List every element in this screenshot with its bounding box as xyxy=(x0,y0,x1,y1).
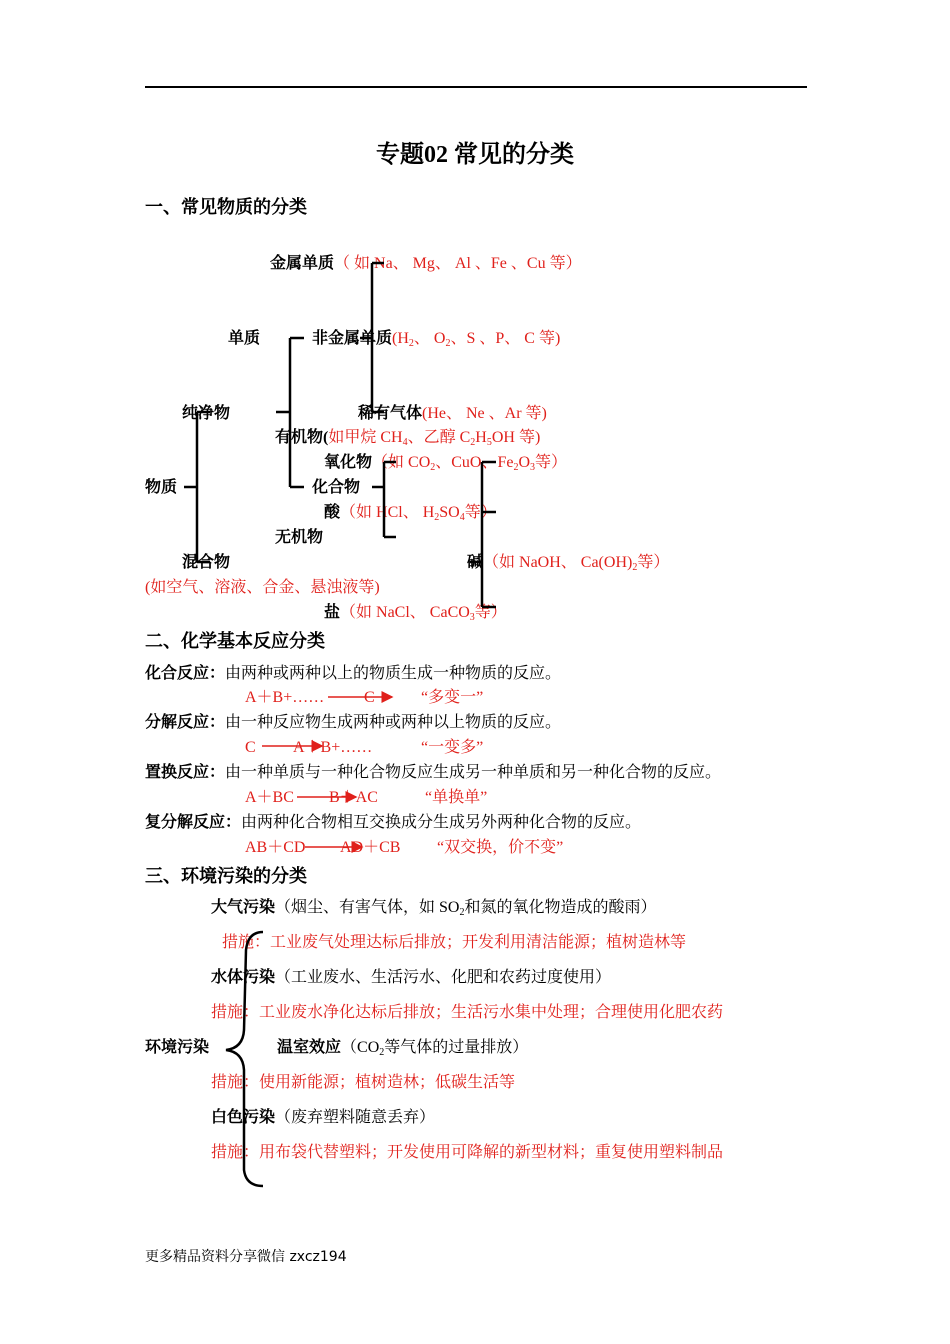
greenhouse-measure: 措施：使用新能源；植树造林；低碳生活等 xyxy=(211,1074,516,1091)
mixture-label: 混合物 xyxy=(182,554,231,571)
footer-text: 更多精品资料分享微信 zxcz194 xyxy=(145,1249,347,1265)
danzhi-bracket xyxy=(360,263,384,412)
nonmetal-label: 非金属单质($H_2$、 $O_2$、S 、P、 C 等) xyxy=(312,330,561,349)
air-pollution: 大气污染（烟尘、有害气体，如 $SO_2$和氮的氧化物造成的酸雨） xyxy=(211,899,657,918)
reaction-1-left: A＋B+…… xyxy=(245,689,325,706)
wuzhi-bracket xyxy=(184,412,210,562)
reaction-2: 分解反应：由一种反应物生成两种或两种以上物质的反应。 xyxy=(145,714,562,731)
white-pollution: 白色污染（废弃塑料随意丢弃） xyxy=(211,1109,436,1126)
metal-label: 金属单质（ 如 Na、 Mg、 Al 、Fe 、Cu 等） xyxy=(270,255,582,272)
section1-heading: 一、常见物质的分类 xyxy=(145,197,307,217)
huahewu-bracket xyxy=(372,462,396,537)
mixture-examples: (如空气、溶液、合金、悬浊液等) xyxy=(145,579,380,596)
air-measure: 措施：工业废气处理达标后排放；开发利用清洁能源；植树造林等 xyxy=(222,934,687,951)
chunjingwu-bracket xyxy=(276,338,304,487)
water-measure: 措施：工业废水净化达标后排放；生活污水集中处理；合理使用化肥农药 xyxy=(211,1004,724,1021)
rare-gas-label: 稀有气体(He、 Ne 、Ar 等) xyxy=(358,405,547,422)
reaction-1-right: C xyxy=(364,689,375,706)
page-title: 专题02 常见的分类 xyxy=(376,142,574,168)
white-measure: 措施：用布袋代替塑料；开发使用可降解的新型材料；重复使用塑料制品 xyxy=(211,1144,724,1161)
danzhi-label: 单质 xyxy=(228,330,261,347)
pollution-root: 环境污染 xyxy=(145,1039,210,1056)
reaction-3: 置换反应：由一种单质与一种化合物反应生成另一种单质和另一种化合物的反应。 xyxy=(145,764,722,781)
section3-heading: 三、环境污染的分类 xyxy=(145,866,307,886)
reaction-1-note: “多变一” xyxy=(421,689,484,706)
reaction-4-right: AD＋CB xyxy=(340,839,401,856)
compound-label: 化合物 xyxy=(312,479,361,496)
reaction-1: 化合反应：由两种或两种以上的物质生成一种物质的反应。 xyxy=(145,665,562,682)
organic-label: 有机物(如甲烷 $CH_4$、乙醇 $C_2H_5OH$ 等) xyxy=(275,429,541,448)
reaction-4: 复分解反应：由两种化合物相互交换成分生成另外两种化合物的反应。 xyxy=(145,814,642,831)
reaction-2-note: “一变多” xyxy=(421,739,484,756)
base-label: 碱（如 NaOH、 $Ca(OH)_2$等） xyxy=(467,554,670,573)
acid-label: 酸（如 HCl、 $H_2SO_4$等） xyxy=(324,504,497,523)
chunjingwu-label: 纯净物 xyxy=(182,405,231,422)
reaction-2-right: A＋B+…… xyxy=(293,739,373,756)
wuzhi-label: 物质 xyxy=(145,479,178,496)
oxide-label: 氧化物（如 $CO_2$、CuO、$Fe_2O_3$等） xyxy=(324,454,568,473)
water-pollution: 水体污染（工业废水、生活污水、化肥和农药过度使用） xyxy=(211,969,612,986)
reaction-2-left: C xyxy=(245,739,256,756)
reaction-3-note: “单换单” xyxy=(425,789,488,806)
inorganic-label: 无机物 xyxy=(275,529,324,546)
reaction-4-note: “双交换，价不变” xyxy=(437,839,564,856)
reaction-3-right: B＋AC xyxy=(329,789,378,806)
reaction-4-left: AB＋CD xyxy=(245,839,306,856)
section2-heading: 二、化学基本反应分类 xyxy=(145,631,325,651)
reaction-3-left: A＋BC xyxy=(245,789,294,806)
pollution-brace xyxy=(226,932,263,1186)
greenhouse: 温室效应（$CO_2$等气体的过量排放） xyxy=(277,1039,529,1058)
salt-label: 盐（如 NaCl、 CaCO$_3$等） xyxy=(324,604,507,623)
wujiwu-bracket xyxy=(470,462,496,607)
